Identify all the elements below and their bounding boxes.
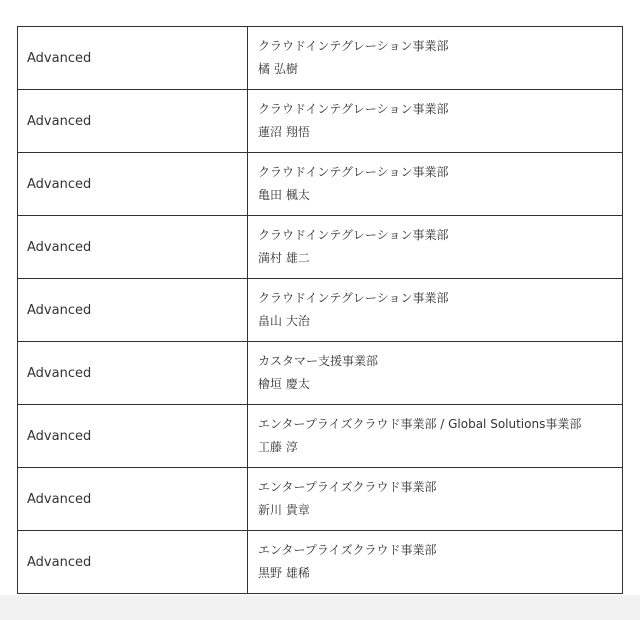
person-name: 亀田 楓太 [258,188,310,202]
page-bottom-background [0,595,640,620]
department-label: クラウドインテグレーション事業部 [258,291,449,305]
info-cell [248,531,623,594]
person-name: 蓮沼 翔悟 [258,125,310,139]
info-cell [248,405,623,468]
table-row [18,405,623,468]
department-label: カスタマー支援事業部 [258,354,379,368]
level-cell: Advanced [18,279,248,342]
person-name: 畠山 大治 [258,314,310,328]
table-row [18,468,623,531]
person-name: 黒野 雄稀 [258,566,310,580]
person-name: 橘 弘樹 [258,62,298,76]
department-label: エンタープライズクラウド事業部 [258,480,437,494]
level-cell: Advanced [18,468,248,531]
department-label: クラウドインテグレーション事業部 [258,228,449,242]
department-label: クラウドインテグレーション事業部 [258,102,449,116]
level-cell: Advanced [18,153,248,216]
table-row [18,27,623,90]
level-cell: Advanced [18,216,248,279]
department-label: クラウドインテグレーション事業部 [258,165,449,179]
person-name: 満村 雄二 [258,251,310,265]
table-row [18,531,623,594]
info-cell [248,342,623,405]
info-cell [248,90,623,153]
table-row [18,342,623,405]
level-cell: Advanced [18,405,248,468]
person-name: 檜垣 慶太 [258,377,310,391]
table-body [18,27,623,594]
level-cell: Advanced [18,531,248,594]
certification-table [17,26,623,594]
table-row [18,216,623,279]
person-name: 工藤 淳 [258,440,298,454]
info-cell [248,468,623,531]
info-cell [248,27,623,90]
department-label: クラウドインテグレーション事業部 [258,39,449,53]
info-cell [248,279,623,342]
info-cell [248,216,623,279]
level-cell: Advanced [18,342,248,405]
department-label: エンタープライズクラウド事業部 / Global Solutions事業部 [258,417,582,431]
info-cell [248,153,623,216]
table-row [18,153,623,216]
person-name: 新川 貴章 [258,503,310,517]
table-row [18,90,623,153]
department-label: エンタープライズクラウド事業部 [258,543,437,557]
table-row [18,279,623,342]
level-cell: Advanced [18,90,248,153]
level-cell: Advanced [18,27,248,90]
